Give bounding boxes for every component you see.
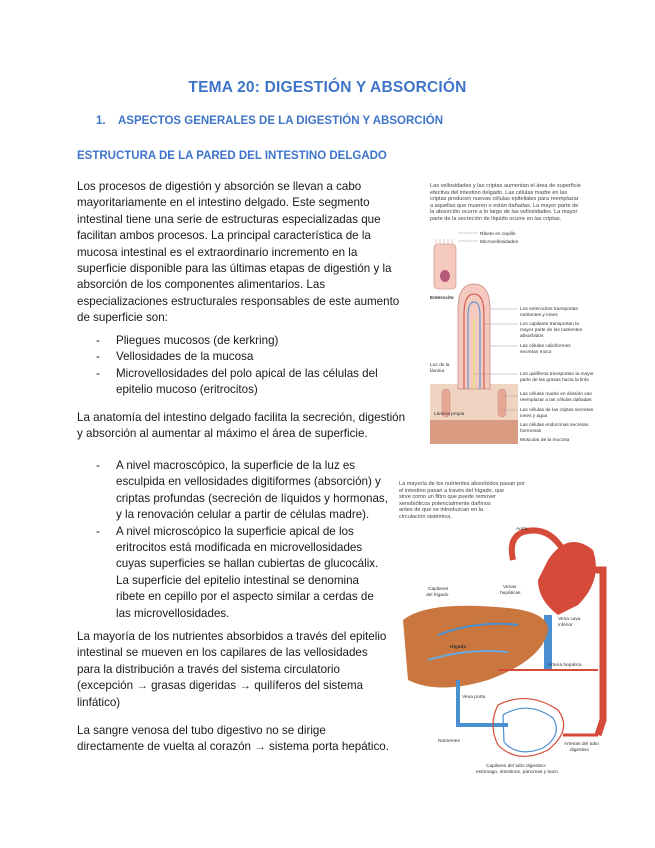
label-lamina-propria: Lámina propia [434, 412, 465, 417]
caption-line: a aquellas que mueren o están dañadas. La mayor parte de [430, 202, 579, 209]
text-line: eritrocitos está modificada en microvellosidades [116, 541, 363, 555]
text-line: directamente de vuelta al corazón → sistema porta hepático. [77, 740, 389, 754]
text-line: superficie disponible para las últimas etapas de digestión y la [77, 262, 392, 276]
label-line: mayor parte de los nutrientes [520, 328, 583, 333]
descending-aorta [593, 570, 603, 735]
list-item [96, 366, 396, 399]
text-line: facilitan ambos procesos. La principal característica de la [77, 229, 371, 243]
label-line: lámina [430, 369, 445, 374]
portal-vein [458, 680, 508, 725]
caption-line: circulación sistémica. [399, 513, 452, 520]
text-line: criptas profundas (secreción de líquidos y hormonas, [116, 491, 388, 505]
liver [403, 606, 548, 688]
text-line: Los procesos de digestión y absorción se llevan a cabo [77, 180, 362, 193]
text-line: (excepción → grasas digeridas → quilíferos del sistema [77, 679, 364, 693]
enterocyte-nucleus [440, 270, 450, 282]
list-item [96, 458, 396, 524]
label-aorta: Aorta [516, 527, 528, 532]
label-line: digestivo [570, 748, 589, 753]
section-heading [96, 115, 443, 127]
caption-line: antes de que se introduzcan en la [399, 507, 483, 514]
caption-line: parte de la secreción de líquido ocurre en las criptas. [430, 215, 562, 222]
text-line: especializaciones estructurales responsables de este aumento [77, 294, 400, 308]
paragraph-intro [77, 179, 399, 327]
section-title: ASPECTOS GENERALES DE LA DIGESTIÓN Y ABSORCIÓN [118, 115, 444, 127]
heart [538, 542, 596, 615]
label-enterocyte: Enterocito [430, 296, 454, 301]
text-line: linfático) [77, 695, 121, 709]
label-line: nutrientes y iones [520, 313, 558, 318]
label-line: reemplazar a las células dañadas [520, 398, 592, 403]
label-line: iones y agua [520, 414, 548, 419]
text-line: ribete en cepillo por el aspecto similar a cerdas de [116, 590, 374, 604]
label-goblet: Las células caliciformes [520, 344, 571, 349]
subsection-heading: ESTRUCTURA DE LA PARED DEL INTESTINO DELGADO [77, 150, 387, 162]
text-line: mucosa intestinal es el extraordinario incremento en la [77, 245, 358, 259]
text-line: mayoritariamente en el intestino delgado. Este segmento [77, 196, 370, 210]
paragraph-nutrients [77, 629, 386, 711]
label-liver-capillaries: Capilares [428, 587, 449, 592]
label-gi-capillaries: Capilares del tubo digestivo: [486, 764, 547, 769]
label-line: estómago, intestinos, páncreas y bazo [476, 770, 558, 775]
text-line: y absorción al aumentar al máximo el área de superficie. [77, 427, 368, 441]
caption-line: el intestino pasan a través del hígado, que [399, 487, 505, 494]
text-line: - A nivel microscópico la superficie apical de los [116, 524, 354, 538]
label-line: absorbidos [520, 334, 544, 339]
label-endocrine: Las células endocrinas secretan [520, 423, 589, 428]
label-stem-cells: Las células madre en división van [520, 392, 592, 397]
enterocyte-cell [434, 244, 456, 289]
levels-list [96, 458, 396, 622]
caption-line: efectiva del intestino delgado. Las células madre en las [430, 189, 568, 196]
text-line: La superficie del epitelio intestinal se denomina [116, 573, 359, 587]
caption-line: sirve como un filtro que puede remover [399, 494, 497, 501]
text-line: de superficie son: [77, 311, 168, 325]
section-number: 1. [96, 115, 106, 127]
text-line: La sangre venosa del tubo digestivo no se dirige [77, 724, 326, 737]
label-line: del hígado [426, 593, 449, 598]
text-line: y la renovación celular a partir de células madre). [116, 508, 370, 522]
villus-figure [430, 183, 610, 223]
label-lumen: Luz de la [430, 363, 450, 368]
text-line: cuyas superficies se hallan cubiertas de glucocálix. [116, 557, 379, 571]
label-enterocytes-transport: Los enterocitos transportan [520, 307, 579, 312]
label-liver: Hígado [450, 645, 467, 650]
figure-caption [399, 481, 569, 521]
list-item: - Pliegues mucosos (de kerkring) [96, 333, 396, 349]
paragraph-portal [77, 723, 389, 756]
label-hepatic-veins: Venas [503, 585, 517, 590]
label-hepatic-artery: Arteria hepática [548, 663, 582, 668]
portal-figure [399, 481, 569, 521]
text-line: esculpida en vellosidades digitiformes (absorción) y [116, 475, 381, 489]
caption-line: La mayoría de los nutrientes absorbidos pasan por [399, 481, 525, 487]
list-item [96, 524, 396, 622]
paragraph-anatomy [77, 410, 405, 443]
label-nutrients: Nutrientes [438, 739, 460, 744]
portal-illustration [398, 520, 608, 780]
text-line: La anatomía del intestino delgado facilita la secreción, digestión [77, 411, 406, 424]
label-line: hepáticas [500, 591, 521, 596]
page-title: TEMA 20: DIGESTIÓN Y ABSORCIÓN [188, 79, 467, 96]
label-line: hormonas [520, 429, 542, 434]
label-microvilli: Microvellosidades [480, 240, 519, 245]
text-line: intestinal se mueven en los capilares de las vellosidades [77, 646, 368, 660]
text-line: absorción de los componentes alimentarios. Las [77, 278, 326, 292]
text-line: - A nivel macroscópico, la superficie de la luz es [116, 459, 356, 472]
specializations-list [96, 333, 396, 399]
label-line: parte de las grasas hacia la linfa [520, 378, 589, 383]
list-item: - Vellosidades de la mucosa [96, 349, 396, 365]
label-brush-border: Ribete en cepillo [480, 232, 516, 237]
label-portal-vein: Vena porta [462, 695, 486, 700]
label-capillaries: Los capilares transportan la [520, 322, 579, 327]
text-line: La mayoría de los nutrientes absorbidos a través del epitelio [77, 630, 387, 643]
muscularis [430, 420, 518, 444]
label-gi-arteries: Arterias del tubo [564, 742, 599, 747]
label-crypt-cells: Las células de las criptas secretan [520, 408, 594, 413]
caption-line: xenobióticos potencialmente dañinos [399, 500, 491, 507]
text-line: epitelio mucoso (eritrocitos) [116, 383, 258, 397]
label-lacteals: Los quilíferos transportan la mayor [520, 372, 594, 377]
text-line: intestinal tiene una serie de estructuras especializadas que [77, 212, 381, 226]
label-muscularis: Muscular de la mucosa [520, 438, 570, 443]
caption-line: criptas producen nuevas células epiteliales para reemplazar [430, 196, 579, 203]
text-line: las microvellosidades. [116, 606, 230, 620]
text-line: - Microvellosidades del polo apical de las células del [116, 366, 378, 380]
villus-illustration [428, 224, 610, 446]
text-line: para la distribución a través del sistema circulatorio [77, 662, 340, 676]
figure-caption [430, 183, 610, 223]
label-vena-cava: Vena cava [558, 617, 581, 622]
label-line: secretan moco [520, 350, 552, 355]
gi-capillaries-blue [503, 708, 556, 752]
caption-line: Las vellosidades y las criptas aumentan el área de superficie [430, 183, 581, 189]
caption-line: la absorción ocurre a lo largo de las vellosidades. La mayor [430, 209, 578, 216]
label-line: inferior [558, 623, 573, 628]
